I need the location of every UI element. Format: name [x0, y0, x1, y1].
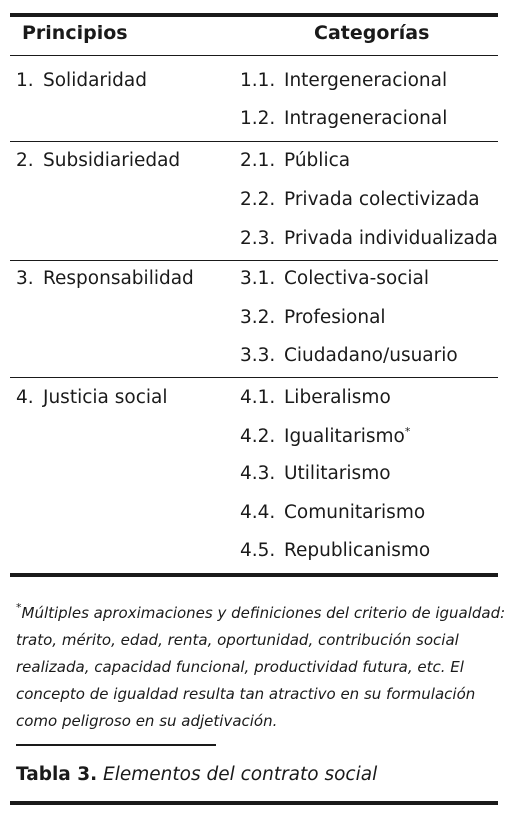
category-label: Colectiva-social [284, 268, 430, 289]
category-number: 1.2. [240, 108, 276, 129]
category-number: 4.1. [240, 387, 276, 408]
category-number: 4.5. [240, 540, 276, 561]
principle-label: Solidaridad [43, 70, 147, 91]
footnote-line: concepto de igualdad resulta tan atractivo en su formulación [16, 685, 476, 703]
table-top-rule [10, 13, 498, 17]
principle-number: 2. [16, 150, 34, 171]
category-item [240, 540, 430, 561]
caption-label: Tabla 3. [16, 764, 98, 785]
category-item [240, 70, 447, 91]
group-rule [10, 141, 498, 142]
principle-number: 3. [16, 268, 34, 289]
caption-bottom-rule [10, 801, 498, 805]
footnote-marker: * [16, 601, 22, 614]
principle-number: 4. [16, 387, 34, 408]
footnote-line: realizada, capacidad funcional, productividad futura, etc. El [16, 658, 464, 676]
category-label: Privada individualizada [284, 228, 498, 249]
principle-row [16, 150, 180, 171]
category-number: 2.1. [240, 150, 276, 171]
category-label: Ciudadano/usuario [284, 345, 458, 366]
footnote-line: como peligroso en su adjetivación. [16, 712, 278, 730]
column-header-categories: Categorías [314, 22, 430, 44]
category-label: Igualitarismo [284, 426, 405, 447]
category-item [240, 108, 447, 129]
category-label: Liberalismo [284, 387, 391, 408]
category-number: 3.1. [240, 268, 276, 289]
footnote-line: trato, mérito, edad, renta, oportunidad, contribución social [16, 631, 459, 649]
header-rule [10, 55, 498, 56]
principle-label: Responsabilidad [43, 268, 194, 289]
group-rule [10, 377, 498, 378]
category-label: Privada colectivizada [284, 189, 480, 210]
table-bottom-rule [10, 573, 498, 577]
category-label: Pública [284, 150, 351, 171]
category-label: Profesional [284, 307, 386, 328]
category-label: Republicanismo [284, 540, 431, 561]
category-item [240, 307, 386, 328]
category-number: 3.2. [240, 307, 276, 328]
category-item [240, 502, 425, 523]
caption-separator [16, 744, 216, 746]
category-number: 4.3. [240, 463, 276, 484]
principle-row [16, 268, 194, 289]
category-item [240, 425, 410, 447]
principle-label: Subsidiariedad [43, 150, 181, 171]
principle-number: 1. [16, 70, 34, 91]
category-number: 1.1. [240, 70, 276, 91]
category-item [240, 228, 498, 249]
footnote-line [16, 594, 506, 627]
category-number: 4.2. [240, 426, 276, 447]
table-footnote [16, 594, 506, 735]
category-item [240, 189, 480, 210]
category-item [240, 150, 350, 171]
category-label: Utilitarismo [284, 463, 391, 484]
caption-text: Elementos del contrato social [103, 764, 378, 785]
footnote-marker: * [404, 425, 411, 438]
principle-row [16, 387, 168, 408]
category-item [240, 463, 391, 484]
category-number: 2.3. [240, 228, 276, 249]
column-header-principles: Principios [22, 22, 128, 44]
group-rule [10, 260, 498, 261]
category-item [240, 268, 429, 289]
category-label: Intrageneracional [284, 108, 448, 129]
category-item [240, 387, 391, 408]
principle-row [16, 70, 147, 91]
category-label: Comunitarismo [284, 502, 426, 523]
table-caption [16, 764, 377, 785]
principle-label: Justicia social [43, 387, 168, 408]
category-item [240, 345, 458, 366]
category-number: 3.3. [240, 345, 276, 366]
category-label: Intergeneracional [284, 70, 448, 91]
footnote-text: Múltiples aproximaciones y definiciones del criterio de igualdad: [21, 604, 506, 622]
category-number: 2.2. [240, 189, 276, 210]
category-number: 4.4. [240, 502, 276, 523]
